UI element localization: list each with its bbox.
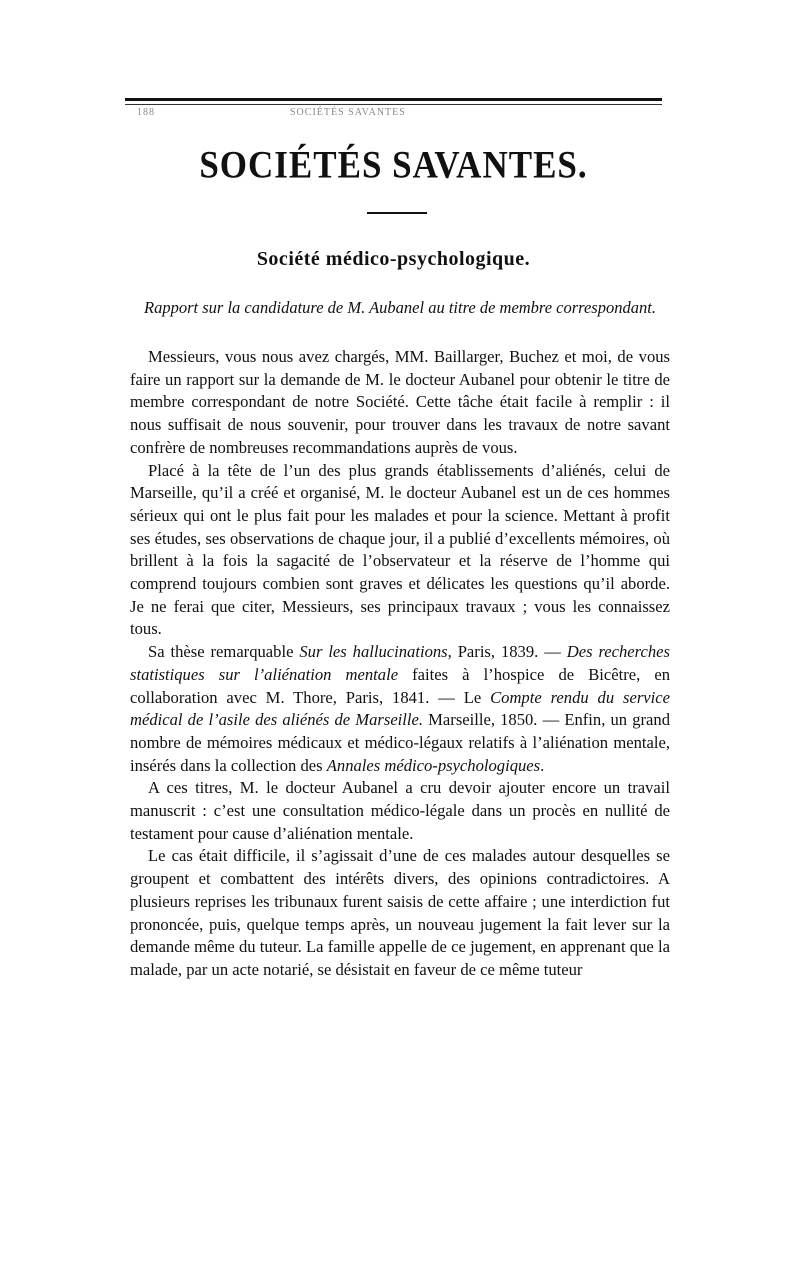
p3-text-e: faites à l’hospice de Bicêtre, en collaboration avec M. Thore, Paris, 1841. — Le (130, 664, 670, 707)
p3-title-compte-rendu: Compte rendu du service médical de l’asile des aliénés de Marseille. (130, 687, 670, 730)
report-subheading: Rapport sur la candidature de M. Aubanel au titre de membre correspondant. (144, 298, 656, 317)
paragraph-2: Placé à la tête de l’un des plus grands établissements d’aliénés, celui de Marseille, qu’il a créé et organisé, M. le docteur Aubanel est un de ces hommes sérieux qui ont le plus fait pour les malades et pour la science. Mettant à profit ses études, ses observations de chaque jour, il a publié d’excellents mémoires, où brillent à la fois la sagacité de l’observateur et la réserve de l’homme qui comprend toujours combien sont graves et délicates les questions qu’il aborde. Je ne ferai que citer, Messieurs, ses principaux travaux ; vous les connaissez tous. (130, 460, 670, 639)
paragraph-3 (130, 641, 670, 777)
header-rule-thick (125, 98, 662, 101)
title-divider (367, 212, 427, 214)
p3-title-annales: Annales médico-psychologiques (326, 755, 541, 775)
p3-title-hallucinations: Sur les hallucinations (299, 642, 448, 662)
report-body (130, 346, 670, 982)
p3-text-i: . (540, 755, 545, 775)
running-head-text: SOCIÉTÉS SAVANTES (290, 107, 406, 118)
p3-text-c: , Paris, 1839. — (447, 642, 567, 662)
paragraph-5: Le cas était difficile, il s’agissait d’une de ces malades autour desquelles se groupent et combattent des intérêts divers, des opinions contradictoires. A plusieurs reprises les tribunaux furent saisis de cette affaire ; une interdiction fut prononcée, puis, quelque temps après, un nouveau jugement la fait lever sur la demande même du tuteur. La famille appelle de ce jugement, en apprenant que la malade, par un acte notarié, se désistait en faveur de ce même tuteur (130, 846, 670, 979)
page-title: SOCIÉTÉS SAVANTES. (199, 142, 588, 187)
paragraph-4: A ces titres, M. le docteur Aubanel a cru devoir ajouter encore un travail manuscrit : c’est une consultation médico-légale dans un procès en nullité de testament pour cause d’aliénation mentale. (130, 778, 670, 843)
p3-title-recherches: Des recherches statistiques sur l’aliénation mentale (130, 642, 671, 684)
header-rule-thin (125, 104, 662, 105)
p3-text-g: Marseille, 1850. — Enfin, un grand nombre de mémoires médicaux et médico-légaux relatifs à l’aliénation mentale, insérés dans la collection des (130, 710, 670, 775)
society-heading: Société médico-psychologique. (256, 248, 531, 270)
page-number: 188 (137, 107, 155, 118)
page-header (125, 98, 662, 124)
paragraph-1: Messieurs, vous nous avez chargés, MM. Baillarger, Buchez et moi, de vous faire un rapport sur la demande de M. le docteur Aubanel pour obtenir le titre de membre correspondant de notre Société. Cette tâche était facile à remplir : il nous suffisait de nous souvenir, pour trouver dans les travaux de notre savant confrère de nombreuses recommandations auprès de vous. (130, 347, 670, 457)
p3-text-a: Sa thèse remarquable (148, 642, 300, 662)
